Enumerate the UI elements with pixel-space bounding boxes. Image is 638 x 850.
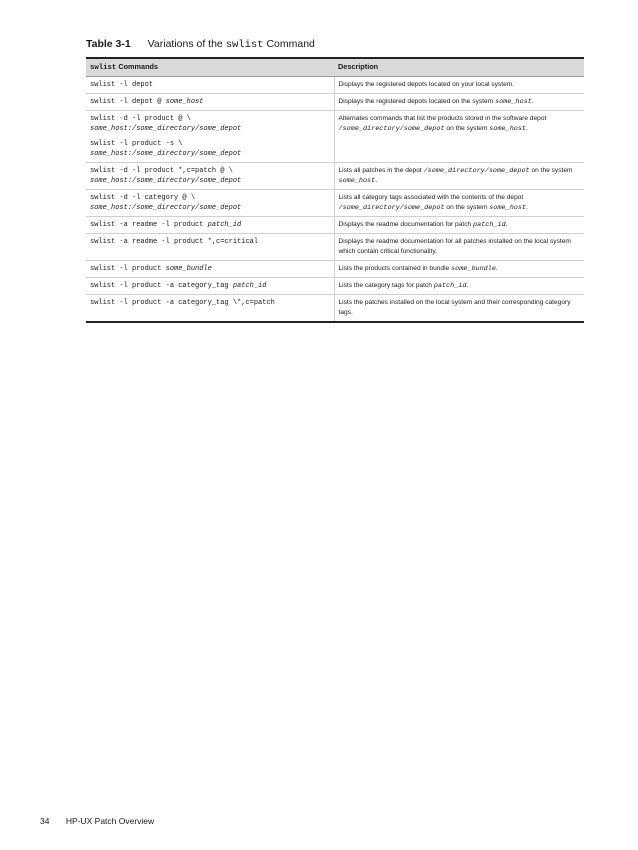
description-text: Lists the products contained in bundle [338, 265, 450, 272]
command-arg: some_host:/some_directory/some_depot [90, 150, 242, 158]
table-number: Table 3-1 [86, 38, 131, 50]
header-commands-text: Commands [118, 62, 159, 71]
description-cell [334, 94, 584, 111]
command-arg: some_host:/some_directory/some_depot [90, 204, 242, 212]
table-header-row [86, 58, 584, 77]
command-cell [86, 234, 334, 261]
command-text: swlist -d -l product *,c=patch @ \ [90, 167, 233, 175]
description-code: /some_directory/some_depot [338, 204, 445, 212]
description-text: Lists the patches installed on the local system and their corresponding category tags. [338, 299, 571, 316]
table-row [86, 111, 584, 163]
description-text: Lists all patches in the depot [338, 167, 422, 174]
description-text: Displays the registered depots located on your local system. [338, 81, 515, 88]
swlist-variations-table [86, 57, 584, 323]
command-text: swlist -l product -a category_tag [90, 282, 229, 290]
caption-title-prefix: Variations of the [147, 38, 223, 50]
command-text: swlist -d -l product @ \ [90, 115, 191, 123]
description-cell [334, 278, 584, 295]
description-code: /some_directory/some_depot [338, 125, 445, 133]
table-row [86, 94, 584, 111]
command-arg: some_host:/some_directory/some_depot [90, 125, 242, 133]
description-code: some_host [338, 177, 376, 185]
description-code: some_host [489, 204, 527, 212]
punctuation: . [526, 125, 528, 132]
command-arg: patch_id [207, 221, 242, 229]
description-text: on the system [531, 167, 573, 174]
description-text: Lists the category tags for patch [338, 282, 432, 289]
table-caption [86, 38, 315, 51]
page-number: 34 [40, 816, 50, 826]
description-cell [334, 217, 584, 234]
punctuation: . [531, 98, 534, 105]
command-text: swlist -l depot [90, 81, 154, 89]
header-commands [86, 58, 334, 77]
description-text: Alternates commands that list the products stored in the software depot [338, 115, 547, 122]
command-cell [86, 217, 334, 234]
description-text: Displays the registered depots located on the system [338, 98, 494, 105]
description-text: on the system [446, 125, 488, 132]
table-row [86, 278, 584, 295]
command-cell [86, 278, 334, 295]
command-cell [86, 94, 334, 111]
table-row [86, 261, 584, 278]
punctuation: . [466, 282, 469, 289]
command-text: swlist -l product -a category_tag \*,c=patch [90, 299, 275, 307]
command-text: swlist -a readme -l product *,c=critical [90, 238, 259, 246]
table-row [86, 163, 584, 190]
description-cell [334, 295, 584, 323]
description-code: some_host [495, 98, 532, 106]
table-row [86, 77, 584, 94]
command-text: swlist -d -l category @ \ [90, 194, 196, 202]
command-arg: some_host [165, 98, 204, 106]
command-text: swlist -l depot @ [90, 98, 162, 106]
punctuation: . [375, 177, 378, 184]
command-text: swlist -a readme -l product [90, 221, 204, 229]
description-cell [334, 111, 584, 163]
table-row [86, 217, 584, 234]
command-text: swlist -l product [90, 265, 162, 273]
command-cell [86, 111, 334, 163]
description-code: patch_id [433, 282, 467, 290]
description-code: some_bundle [451, 265, 496, 273]
punctuation: . [505, 221, 508, 228]
description-code: patch_id [473, 221, 506, 229]
caption-title-suffix: Command [266, 38, 315, 50]
table-row [86, 234, 584, 261]
punctuation: . [526, 204, 528, 211]
command-cell [86, 163, 334, 190]
description-cell [334, 190, 584, 217]
description-code: /some_directory/some_depot [423, 167, 530, 175]
page-footer [40, 816, 154, 826]
command-cell [86, 295, 334, 323]
table-row [86, 190, 584, 217]
header-description: Description [334, 58, 584, 77]
description-cell [334, 163, 584, 190]
caption-title-code: swlist [225, 39, 264, 51]
table-row [86, 295, 584, 323]
description-cell [334, 261, 584, 278]
command-text: swlist -l product -s \ [90, 140, 183, 148]
description-text: Lists all category tags associated with the contents of the depot [338, 194, 524, 201]
punctuation: . [495, 265, 498, 272]
command-cell [86, 190, 334, 217]
command-cell [86, 77, 334, 94]
command-arg: some_bundle [165, 265, 212, 273]
command-arg: some_host:/some_directory/some_depot [90, 177, 242, 185]
description-text: on the system [446, 204, 488, 211]
description-text: Displays the readme documentation for all patches installed on the local system which contain critical functionality. [338, 238, 571, 255]
description-code: some_host [489, 125, 527, 133]
description-text: Displays the readme documentation for patch [338, 221, 472, 228]
header-commands-code: swlist [90, 64, 117, 72]
command-arg: patch_id [232, 282, 267, 290]
description-cell [334, 234, 584, 261]
description-cell [334, 77, 584, 94]
command-cell [86, 261, 334, 278]
footer-section-title: HP-UX Patch Overview [65, 816, 155, 826]
